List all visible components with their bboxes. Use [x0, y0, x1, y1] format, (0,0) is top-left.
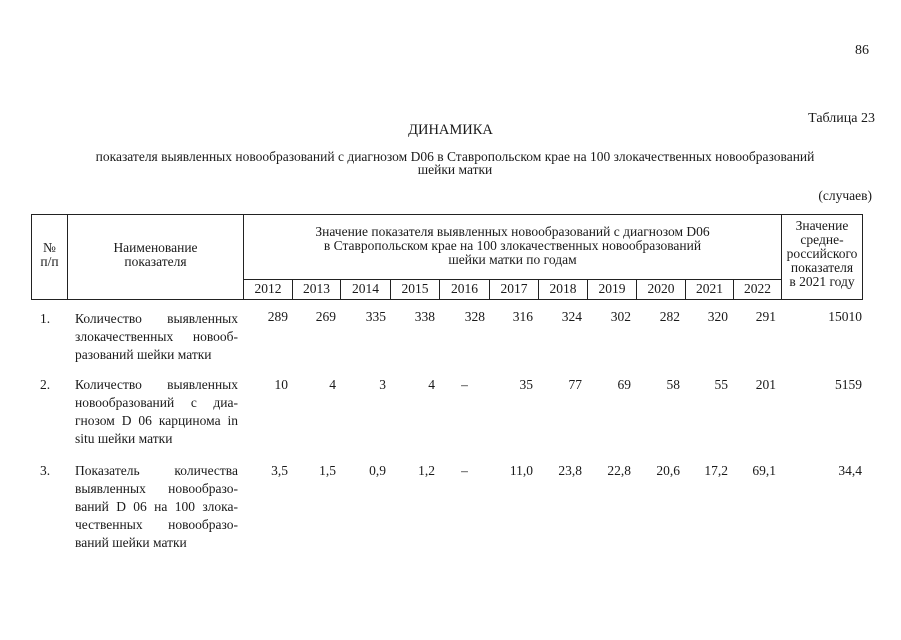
value-cell: 201	[755, 377, 776, 392]
header-russia-line: показателя	[790, 260, 854, 275]
subtitle-line: показателя выявленных новообразований с диагнозом D06 в Ставропольском крае на 100 злокачественных новообразований	[95, 149, 815, 164]
year-header: 2020	[647, 281, 675, 296]
year-header: 2015	[401, 281, 429, 296]
year-header: 2018	[549, 281, 577, 296]
value-cell: –	[461, 463, 468, 478]
value-cell: 10	[274, 377, 288, 392]
row-name	[75, 462, 238, 552]
value-cell: 3	[379, 377, 386, 392]
value-cell: 282	[659, 309, 680, 324]
value-cell: 17,2	[704, 463, 728, 478]
header-russia-line: Значение	[795, 218, 849, 233]
document-title: ДИНАМИКА	[408, 122, 493, 138]
header-name-line: показателя	[124, 254, 187, 269]
value-cell: 4	[329, 377, 336, 392]
row-name	[75, 376, 238, 448]
header-russia-line: в 2021 году	[789, 274, 855, 289]
header-num-line: №	[43, 240, 56, 255]
value-cell: 77	[568, 377, 582, 392]
header-values-line: шейки матки по годам	[448, 252, 577, 267]
row-name-line: гнозом D 06 карцинома in	[75, 413, 238, 428]
value-cell: 35	[519, 377, 533, 392]
value-cell: 269	[315, 309, 336, 324]
year-header: 2016	[451, 281, 478, 296]
value-cell: 55	[714, 377, 728, 392]
value-cell: 58	[666, 377, 680, 392]
year-header: 2019	[598, 281, 626, 296]
table-label: Таблица 23	[808, 111, 875, 126]
value-cell: 69	[617, 377, 631, 392]
value-cell: 1,5	[319, 463, 336, 478]
year-header: 2021	[696, 281, 723, 296]
value-cell: 338	[414, 309, 435, 324]
russia-value-cell: 34,4	[838, 463, 862, 478]
header-num-line: п/п	[40, 254, 59, 269]
value-cell: 320	[707, 309, 728, 324]
col-border	[862, 214, 863, 300]
value-cell: 3,5	[271, 463, 288, 478]
row-name-line: выявленных новообразо-	[75, 481, 238, 496]
value-cell: 291	[755, 309, 776, 324]
year-header: 2012	[254, 281, 282, 296]
value-cell: 335	[365, 309, 386, 324]
year-header: 2014	[352, 281, 379, 296]
value-cell: 22,8	[607, 463, 631, 478]
row-name-line: ваний шейки матки	[75, 535, 187, 550]
document-subtitle	[40, 150, 870, 176]
header-bottom-border	[31, 299, 862, 300]
row-name	[75, 310, 238, 364]
row-name-line: Количество выявленных	[75, 377, 238, 392]
header-values-line: Значение показателя выявленных новообразований с диагнозом D06	[315, 224, 710, 239]
row-number: 3.	[40, 463, 51, 478]
year-header: 2022	[744, 281, 771, 296]
value-cell: 4	[428, 377, 435, 392]
row-name-line: situ шейки матки	[75, 431, 173, 446]
russia-value-cell: 15010	[828, 309, 862, 324]
value-cell: 302	[610, 309, 631, 324]
subtitle-line: шейки матки	[417, 162, 493, 177]
russia-value-cell: 5159	[835, 377, 862, 392]
row-name-line: Количество выявленных	[75, 311, 238, 326]
value-cell: 69,1	[752, 463, 776, 478]
value-cell: 11,0	[509, 463, 533, 478]
row-name-line: чественных новообразо-	[75, 517, 238, 532]
row-name-line: Показатель количества	[75, 463, 238, 478]
header-russia-average	[782, 219, 862, 289]
row-name-line: злокачественных новооб-	[75, 329, 238, 344]
header-values-line: в Ставропольском крае на 100 злокачественных новообразований	[323, 238, 702, 253]
header-russia-line: российского	[786, 246, 858, 261]
row-name-line: новообразований с диа-	[75, 395, 238, 410]
value-cell: –	[461, 377, 468, 392]
value-cell: 324	[561, 309, 582, 324]
value-cell: 328	[464, 309, 485, 324]
value-cell: 20,6	[656, 463, 680, 478]
value-cell: 0,9	[369, 463, 386, 478]
value-cell: 316	[512, 309, 533, 324]
row-name-line: разований шейки матки	[75, 347, 212, 362]
row-number: 2.	[40, 377, 51, 392]
year-header: 2017	[500, 281, 528, 296]
page-number: 86	[855, 43, 869, 58]
units-note: (случаев)	[818, 188, 872, 203]
row-name-line: ваний D 06 на 100 злока-	[75, 499, 238, 514]
header-name-line: Наименование	[113, 240, 198, 255]
header-top-border	[31, 214, 862, 215]
value-cell: 1,2	[418, 463, 435, 478]
value-cell: 289	[267, 309, 288, 324]
header-num	[32, 241, 67, 269]
header-values-group	[244, 225, 781, 267]
year-header: 2013	[303, 281, 330, 296]
value-cell: 23,8	[558, 463, 582, 478]
row-number: 1.	[40, 311, 51, 326]
header-name	[68, 241, 243, 269]
header-russia-line: средне-	[800, 232, 844, 247]
